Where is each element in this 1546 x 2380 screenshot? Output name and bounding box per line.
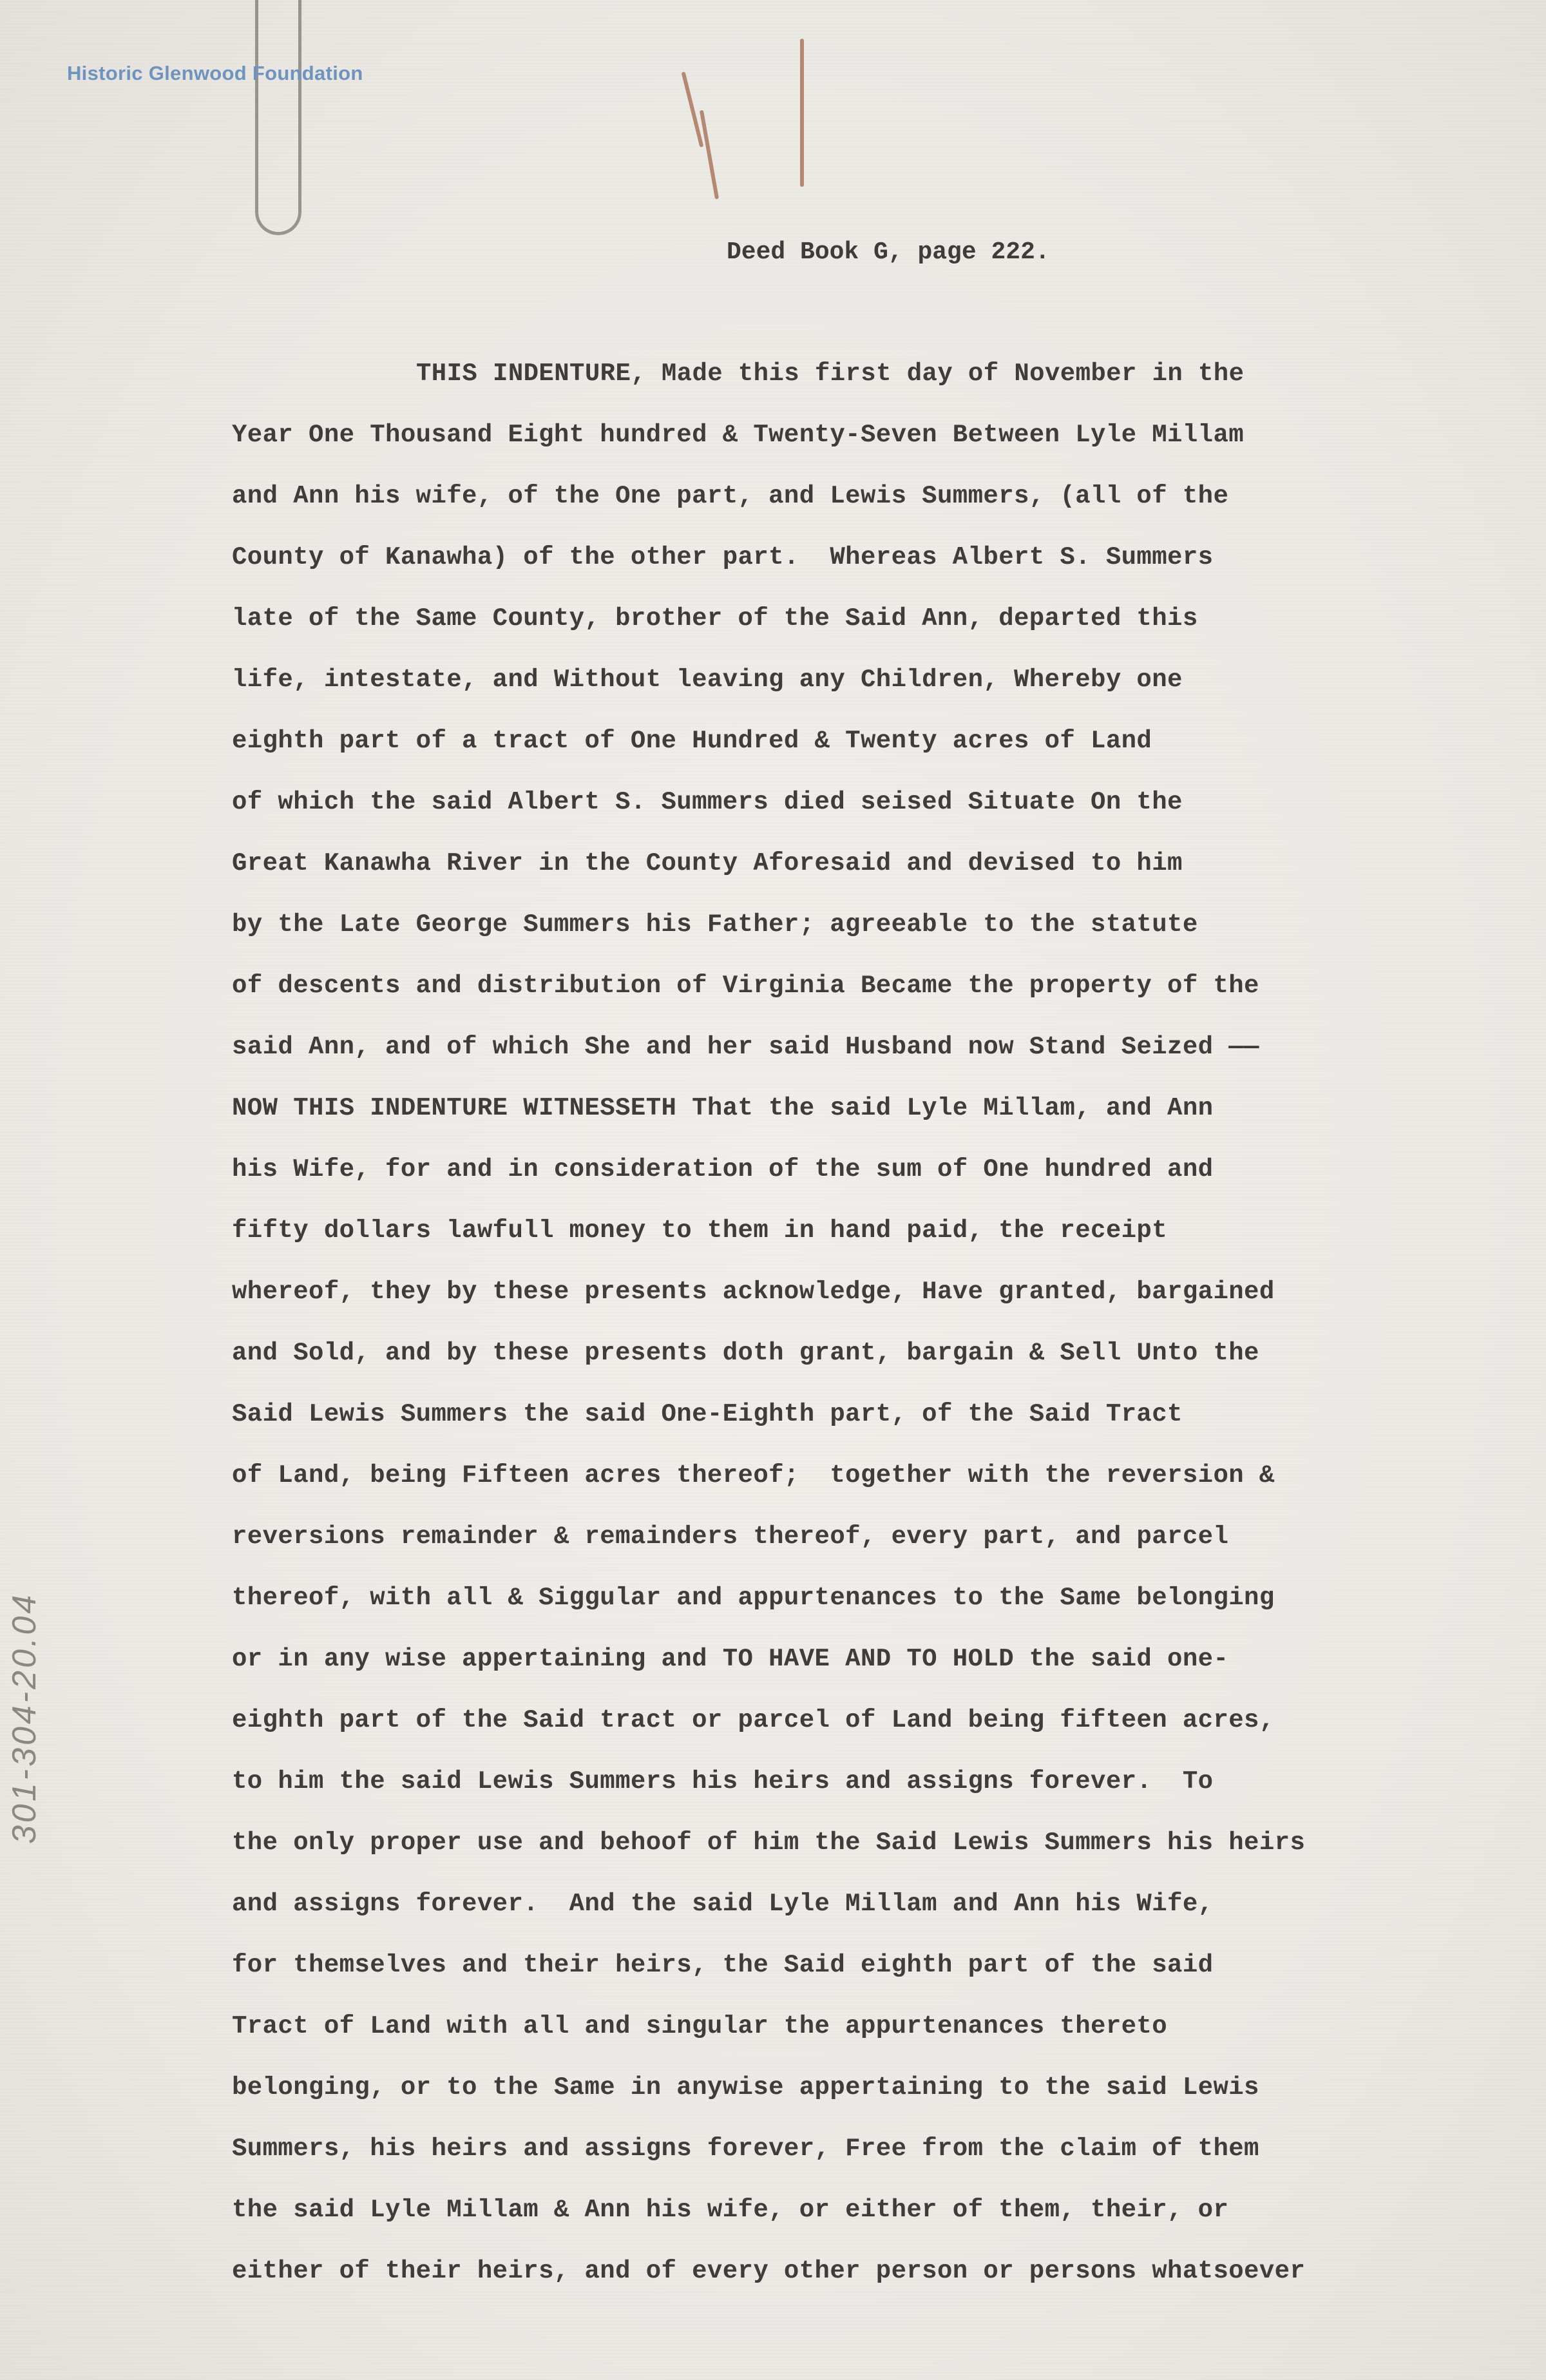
text-line: and Sold, and by these presents doth grant, bargain & Sell Unto the — [232, 1339, 1259, 1367]
text-line: of descents and distribution of Virginia Became the property of the — [232, 972, 1259, 1000]
text-line: Summers, his heirs and assigns forever, Free from the claim of them — [232, 2135, 1259, 2163]
text-line: whereof, they by these presents acknowledge, Have granted, bargained — [232, 1278, 1275, 1306]
text-line: either of their heirs, and of every other person or persons whatsoever — [232, 2257, 1306, 2285]
text-line: Tract of Land with all and singular the appurtenances thereto — [232, 2012, 1168, 2040]
text-line: fifty dollars lawfull money to them in hand paid, the receipt — [232, 1216, 1168, 1245]
text-line: THIS INDENTURE, Made this first day of November in the — [416, 360, 1245, 388]
text-line: reversions remainder & remainders thereof, every part, and parcel — [232, 1522, 1229, 1551]
text-line: for themselves and their heirs, the Said eighth part of the said — [232, 1951, 1214, 1979]
text-line: late of the Same County, brother of the Said Ann, departed this — [232, 604, 1198, 633]
rust-stain — [800, 39, 804, 187]
rust-stain — [700, 110, 719, 200]
paper-clip-mark — [255, 0, 301, 235]
text-line: belonging, or to the Same in anywise appertaining to the said Lewis — [232, 2073, 1259, 2102]
text-line: life, intestate, and Without leaving any Children, Whereby one — [232, 666, 1183, 694]
handwritten-margin-number: 301-304-20.04 — [6, 1592, 43, 1844]
text-line: the said Lyle Millam & Ann his wife, or either of them, their, or — [232, 2196, 1229, 2224]
text-line: or in any wise appertaining and TO HAVE AND TO HOLD the said one- — [232, 1645, 1229, 1673]
text-line: Said Lewis Summers the said One-Eighth part, of the Said Tract — [232, 1400, 1183, 1428]
deed-book-reference: Deed Book G, page 222. — [727, 238, 1050, 266]
text-line: County of Kanawha) of the other part. Whereas Albert S. Summers — [232, 543, 1214, 571]
text-line: of Land, being Fifteen acres thereof; together with the reversion & — [232, 1461, 1275, 1490]
text-line: the only proper use and behoof of him the Said Lewis Summers his heirs — [232, 1828, 1306, 1857]
text-line: Great Kanawha River in the County Aforesaid and devised to him — [232, 849, 1183, 878]
text-line: eighth part of a tract of One Hundred & Twenty acres of Land — [232, 727, 1152, 755]
text-line: Year One Thousand Eight hundred & Twenty-Seven Between Lyle Millam — [232, 421, 1245, 449]
text-line: said Ann, and of which She and her said Husband now Stand Seized —— — [232, 1033, 1259, 1061]
text-line: to him the said Lewis Summers his heirs and assigns forever. To — [232, 1767, 1214, 1796]
text-line: thereof, with all & Siggular and appurtenances to the Same belonging — [232, 1584, 1275, 1612]
text-line: and assigns forever. And the said Lyle Millam and Ann his Wife, — [232, 1890, 1214, 1918]
text-line: by the Late George Summers his Father; agreeable to the statute — [232, 910, 1198, 939]
rust-stain — [682, 72, 704, 148]
text-line: and Ann his wife, of the One part, and Lewis Summers, (all of the — [232, 482, 1229, 510]
text-line: NOW THIS INDENTURE WITNESSETH That the said Lyle Millam, and Ann — [232, 1094, 1214, 1122]
text-line: of which the said Albert S. Summers died seised Situate On the — [232, 788, 1183, 816]
text-line: eighth part of the Said tract or parcel of Land being fifteen acres, — [232, 1706, 1275, 1734]
archive-watermark: Historic Glenwood Foundation — [67, 62, 363, 84]
text-line: his Wife, for and in consideration of the sum of One hundred and — [232, 1155, 1214, 1184]
